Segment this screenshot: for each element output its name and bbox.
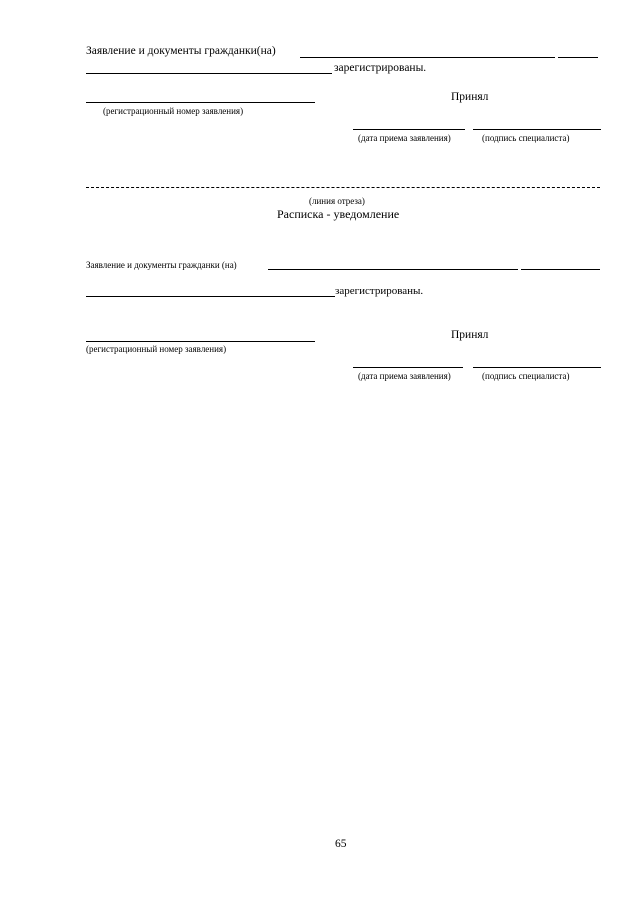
top-applicant-label: Заявление и документы гражданки(на) [86, 45, 276, 57]
top-applicant-name-line-2[interactable] [86, 73, 332, 74]
bottom-date-line[interactable] [353, 367, 463, 368]
bottom-accepted-label: Принял [451, 329, 489, 341]
bottom-applicant-name-line-2[interactable] [86, 296, 335, 297]
bottom-applicant-name-line[interactable] [268, 269, 518, 270]
top-signature-caption: (подпись специалиста) [482, 133, 570, 143]
top-registered-label: зарегистрированы. [334, 62, 427, 74]
receipt-title: Расписка - уведомление [277, 207, 400, 221]
cut-line-caption: (линия отреза) [309, 196, 365, 206]
bottom-signature-caption: (подпись специалиста) [482, 371, 570, 381]
top-reg-number-caption: (регистрационный номер заявления) [103, 106, 244, 116]
top-reg-number-line[interactable] [86, 102, 315, 103]
bottom-signature-line[interactable] [473, 367, 601, 368]
cut-line [86, 187, 600, 188]
bottom-reg-number-line[interactable] [86, 341, 315, 342]
top-date-line[interactable] [353, 129, 465, 130]
top-signature-line[interactable] [473, 129, 601, 130]
bottom-reg-number-caption: (регистрационный номер заявления) [86, 344, 227, 354]
bottom-date-caption: (дата приема заявления) [358, 371, 451, 381]
top-date-caption: (дата приема заявления) [358, 133, 451, 143]
top-applicant-name-line[interactable] [300, 57, 555, 58]
bottom-applicant-name-line-extra[interactable] [521, 269, 600, 270]
bottom-registered-label: зарегистрированы. [335, 285, 424, 297]
top-applicant-name-line-extra[interactable] [558, 57, 598, 58]
page-number: 65 [335, 838, 347, 850]
top-accepted-label: Принял [451, 91, 489, 103]
bottom-applicant-label: Заявление и документы гражданки (на) [86, 260, 237, 270]
